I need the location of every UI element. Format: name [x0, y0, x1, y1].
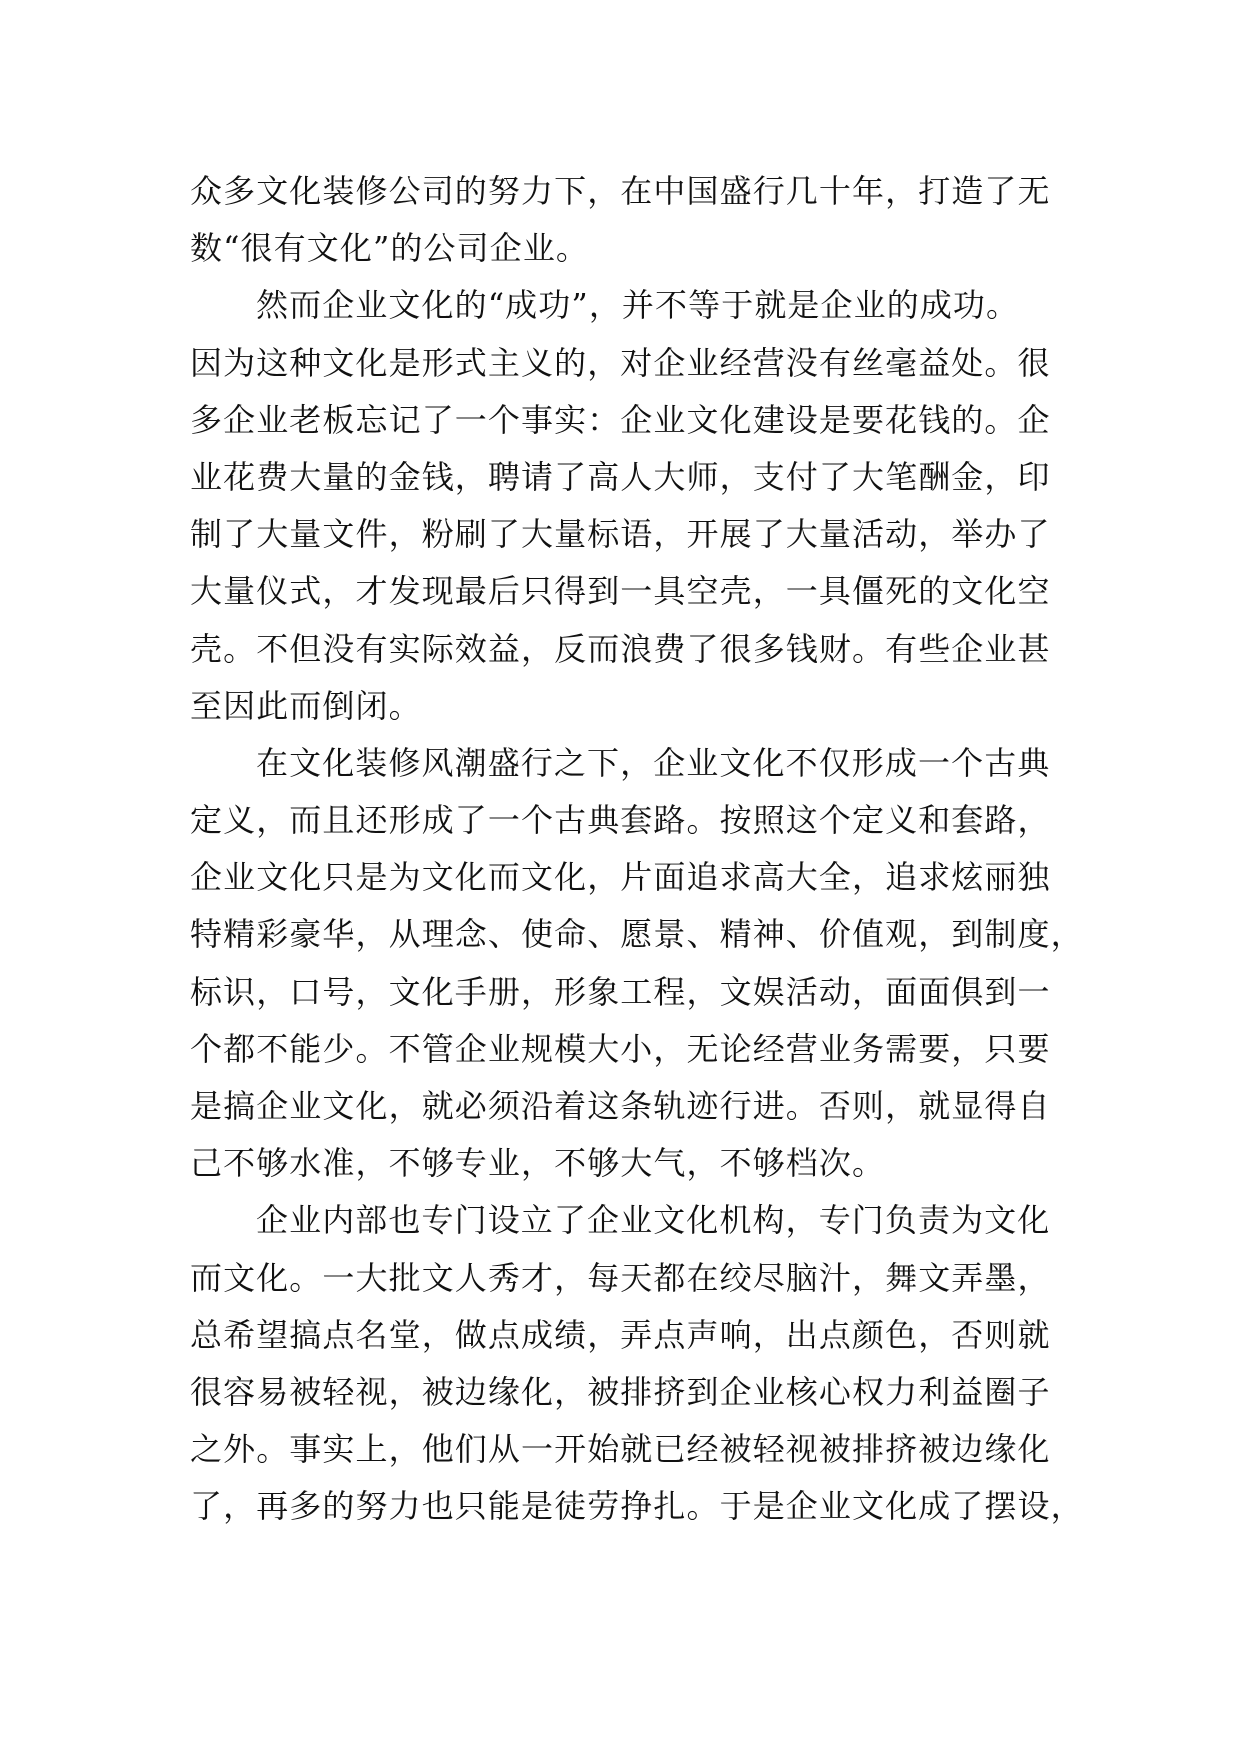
text-line: 总希望搞点名堂，做点成绩，弄点声响，出点颜色，否则就	[190, 1315, 1051, 1354]
text-line: 个都不能少。不管企业规模大小，无论经营业务需要，只要	[190, 1029, 1051, 1068]
text-line: 定义，而且还形成了一个古典套路。按照这个定义和套路，	[190, 801, 1051, 840]
text-line: 然而企业文化的“成功”，并不等于就是企业的成功。	[256, 286, 1020, 325]
paragraph-3	[190, 735, 1084, 1193]
text-line: 而文化。一大批文人秀才，每天都在绞尽脑汁，舞文弄墨，	[190, 1258, 1051, 1297]
text-line: 在文化装修风潮盛行之下，企业文化不仅形成一个古典	[256, 743, 1051, 782]
text-line: 特精彩豪华，从理念、使命、愿景、精神、价值观，到制度，	[190, 915, 1084, 954]
paragraph-1	[190, 163, 1050, 277]
text-line: 企业内部也专门设立了企业文化机构，专门负责为文化	[256, 1201, 1051, 1240]
text-line: 数“很有文化”的公司企业。	[190, 229, 590, 268]
text-line: 己不够水准，不够专业，不够大气，不够档次。	[190, 1144, 886, 1183]
text-line: 因为这种文化是形式主义的，对企业经营没有丝毫益处。很	[190, 343, 1051, 382]
text-line: 制了大量文件，粉刷了大量标语，开展了大量活动，举办了	[190, 515, 1051, 554]
paragraph-4	[190, 1192, 1084, 1535]
text-line: 大量仪式，才发现最后只得到一具空壳，一具僵死的文化空	[190, 572, 1051, 611]
text-line: 之外。事实上，他们从一开始就已经被轻视被排挤被边缘化	[190, 1430, 1051, 1469]
text-line: 企业文化只是为文化而文化，片面追求高大全，追求炫丽独	[190, 858, 1051, 897]
text-line: 多企业老板忘记了一个事实：企业文化建设是要花钱的。企	[190, 400, 1051, 439]
text-line: 壳。不但没有实际效益，反而浪费了很多钱财。有些企业甚	[190, 629, 1051, 668]
text-line: 是搞企业文化，就必须沿着这条轨迹行进。否则，就显得自	[190, 1087, 1051, 1125]
text-line: 至因此而倒闭。	[190, 686, 422, 725]
body-text	[190, 163, 1084, 1536]
text-line: 众多文化装修公司的努力下，在中国盛行几十年，打造了无	[190, 172, 1051, 210]
text-line: 了，再多的努力也只能是徒劳挣扎。于是企业文化成了摆设，	[190, 1487, 1084, 1526]
text-line: 标识，口号，文化手册，形象工程，文娱活动，面面俱到一	[190, 972, 1051, 1011]
paragraph-2	[190, 277, 1050, 735]
text-line: 很容易被轻视，被边缘化，被排挤到企业核心权力利益圈子	[190, 1372, 1051, 1411]
text-line: 业花费大量的金钱，聘请了高人大师，支付了大笔酬金，印	[190, 457, 1051, 496]
